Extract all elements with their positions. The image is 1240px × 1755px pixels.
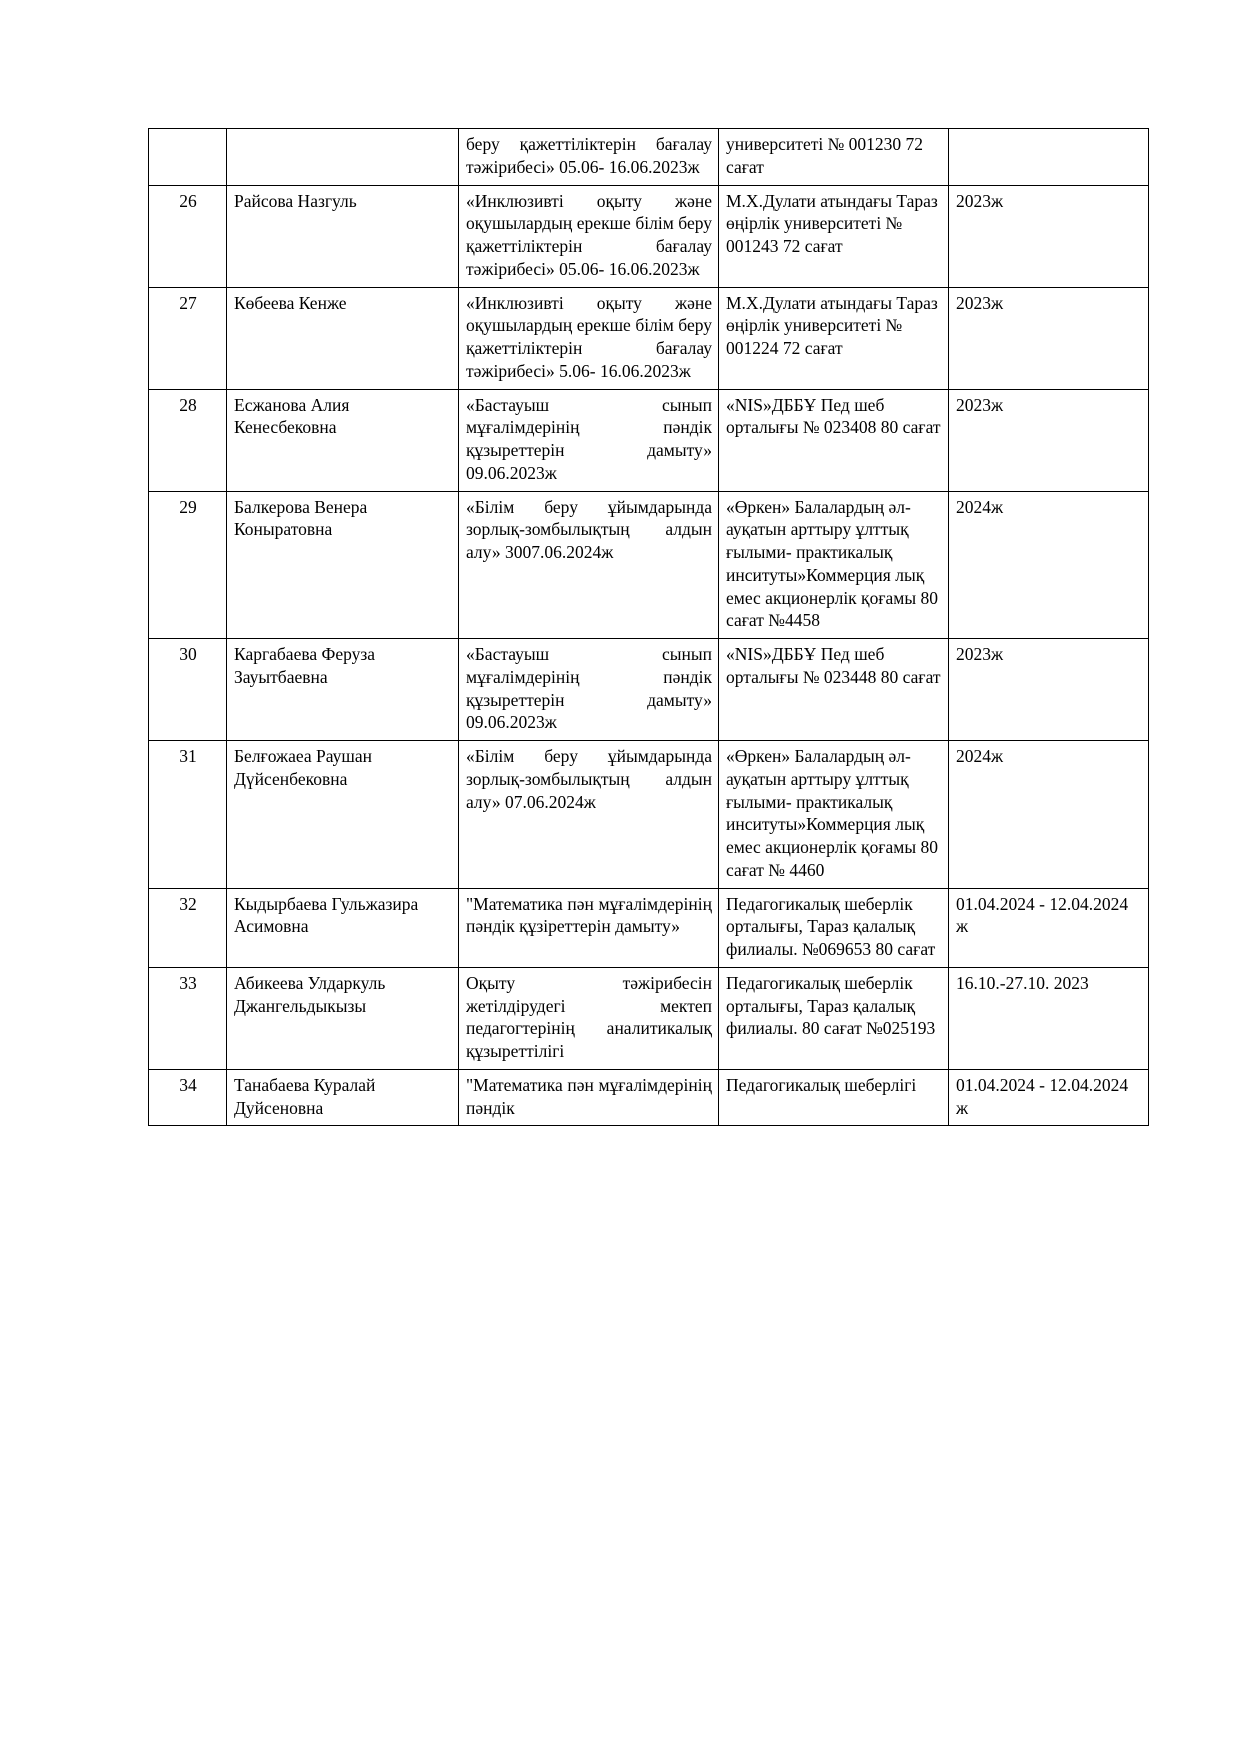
certificates-table <box>148 128 1149 1126</box>
cell-number: 30 <box>149 639 227 741</box>
table-body <box>149 129 1149 1126</box>
cell-number: 33 <box>149 967 227 1069</box>
cell-number <box>149 129 227 186</box>
cell-number: 26 <box>149 185 227 287</box>
cell-theme: "Математика пән мұғалімдерінің пәндік құзіреттерін дамыту» <box>459 888 719 967</box>
cell-year: 2024ж <box>949 491 1149 639</box>
table-row <box>149 1069 1149 1126</box>
cell-name: Белғожаеа Раушан Дүйсенбековна <box>227 741 459 889</box>
cell-organization: Педагогикалық шеберлігі <box>719 1069 949 1126</box>
cell-year: 01.04.2024 - 12.04.2024 ж <box>949 888 1149 967</box>
cell-theme: Оқыту тәжірибесін жетілдірудегі мектеп педагогтерінің аналитикалық құзыреттілігі <box>459 967 719 1069</box>
cell-number: 28 <box>149 389 227 491</box>
cell-name: Көбеева Кенже <box>227 287 459 389</box>
cell-theme: «Бастауыш сынып мұғалімдерінің пәндік құзыреттерін дамыту» 09.06.2023ж <box>459 389 719 491</box>
cell-number: 31 <box>149 741 227 889</box>
cell-organization: М.Х.Дулати атындағы Тараз өңірлік университеті № 001243 72 сағат <box>719 185 949 287</box>
cell-organization: Педагогикалық шеберлік орталығы, Тараз қалалық филиалы. 80 сағат №025193 <box>719 967 949 1069</box>
cell-organization: «Өркен» Балалардың әл-ауқатын арттыру ұлттық ғылыми- практикалық инситуты»Коммерция лық емес акционерлік қоғамы 80 сағат № 4460 <box>719 741 949 889</box>
cell-organization: М.Х.Дулати атындағы Тараз өңірлік университеті № 001224 72 сағат <box>719 287 949 389</box>
table-row <box>149 741 1149 889</box>
table-row <box>149 389 1149 491</box>
cell-theme: «Білім беру ұйымдарында зорлық-зомбылықтың алдын алу» 3007.06.2024ж <box>459 491 719 639</box>
cell-name: Кыдырбаева Гульжазира Асимовна <box>227 888 459 967</box>
table-row <box>149 287 1149 389</box>
cell-year <box>949 129 1149 186</box>
cell-theme: «Инклюзивті оқыту және оқушылардың ерекше білім беру қажеттіліктерін бағалау тәжірибесі» 05.06- 16.06.2023ж <box>459 185 719 287</box>
cell-name: Танабаева Куралай Дуйсеновна <box>227 1069 459 1126</box>
cell-organization: «NIS»ДББҰ Пед шеб орталығы № 023408 80 сағат <box>719 389 949 491</box>
cell-organization: университеті № 001230 72 сағат <box>719 129 949 186</box>
cell-year: 2023ж <box>949 287 1149 389</box>
cell-theme: беру қажеттіліктерін бағалау тәжірибесі» 05.06- 16.06.2023ж <box>459 129 719 186</box>
cell-theme: «Инклюзивті оқыту және оқушылардың ерекше білім беру қажеттіліктерін бағалау тәжірибесі» 5.06- 16.06.2023ж <box>459 287 719 389</box>
cell-year: 2023ж <box>949 185 1149 287</box>
cell-organization: Педагогикалық шеберлік орталығы, Тараз қалалық филиалы. №069653 80 сағат <box>719 888 949 967</box>
table-row <box>149 639 1149 741</box>
cell-theme: «Білім беру ұйымдарында зорлық-зомбылықтың алдын алу» 07.06.2024ж <box>459 741 719 889</box>
cell-theme: "Математика пән мұғалімдерінің пәндік <box>459 1069 719 1126</box>
cell-theme: «Бастауыш сынып мұғалімдерінің пәндік құзыреттерін дамыту» 09.06.2023ж <box>459 639 719 741</box>
cell-name: Каргабаева Феруза Зауытбаевна <box>227 639 459 741</box>
cell-organization: «NIS»ДББҰ Пед шеб орталығы № 023448 80 сағат <box>719 639 949 741</box>
cell-name: Райсова Назгуль <box>227 185 459 287</box>
cell-year: 2024ж <box>949 741 1149 889</box>
cell-year: 16.10.-27.10. 2023 <box>949 967 1149 1069</box>
cell-organization: «Өркен» Балалардың әл-ауқатын арттыру ұлттық ғылыми- практикалық инситуты»Коммерция лық емес акционерлік қоғамы 80 сағат №4458 <box>719 491 949 639</box>
cell-name: Есжанова Алия Кенесбековна <box>227 389 459 491</box>
cell-year: 2023ж <box>949 389 1149 491</box>
cell-number: 27 <box>149 287 227 389</box>
cell-name: Балкерова Венера Коныратовна <box>227 491 459 639</box>
table-row <box>149 967 1149 1069</box>
cell-number: 29 <box>149 491 227 639</box>
cell-number: 34 <box>149 1069 227 1126</box>
table-row <box>149 888 1149 967</box>
table-row <box>149 491 1149 639</box>
table-row <box>149 185 1149 287</box>
cell-name <box>227 129 459 186</box>
cell-number: 32 <box>149 888 227 967</box>
cell-name: Абикеева Улдаркуль Джангельдыкызы <box>227 967 459 1069</box>
cell-year: 2023ж <box>949 639 1149 741</box>
table-row <box>149 129 1149 186</box>
cell-year: 01.04.2024 - 12.04.2024 ж <box>949 1069 1149 1126</box>
